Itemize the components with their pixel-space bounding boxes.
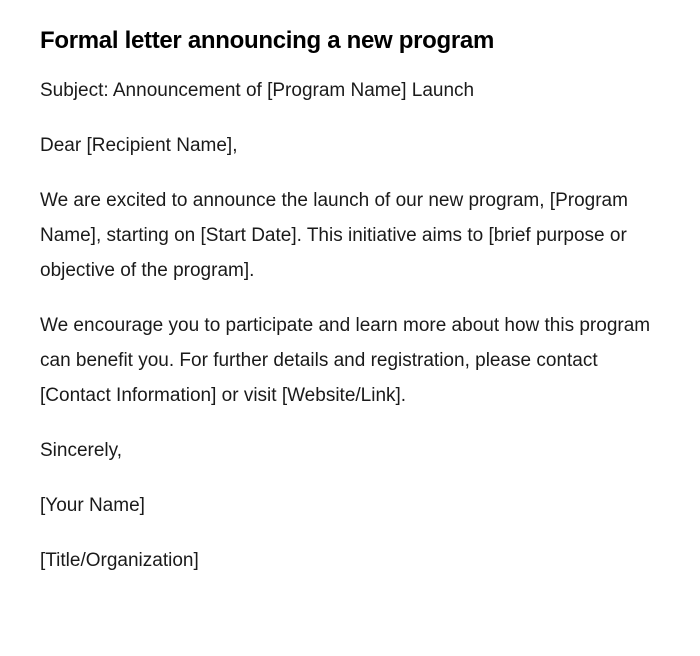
letter-body-paragraph-2: We encourage you to participate and learn more about how this program can benefit you. For further details and registration, please contact [Contact Information] or visit [Website/Link]. (40, 315, 651, 406)
letter-subject: Subject: Announcement of [Program Name] Launch (40, 80, 475, 101)
letter-document (40, 24, 660, 598)
letter-closing: Sincerely, (40, 440, 123, 461)
document-title: Formal letter announcing a new program (40, 27, 494, 54)
signature-name: [Your Name] (40, 495, 145, 516)
letter-body-paragraph-1: We are excited to announce the launch of our new program, [Program Name], starting on [Start Date]. This initiative aims to [brief purpose or objective of the program]. (40, 190, 628, 281)
signature-title: [Title/Organization] (40, 550, 199, 571)
letter-salutation: Dear [Recipient Name], (40, 135, 238, 156)
